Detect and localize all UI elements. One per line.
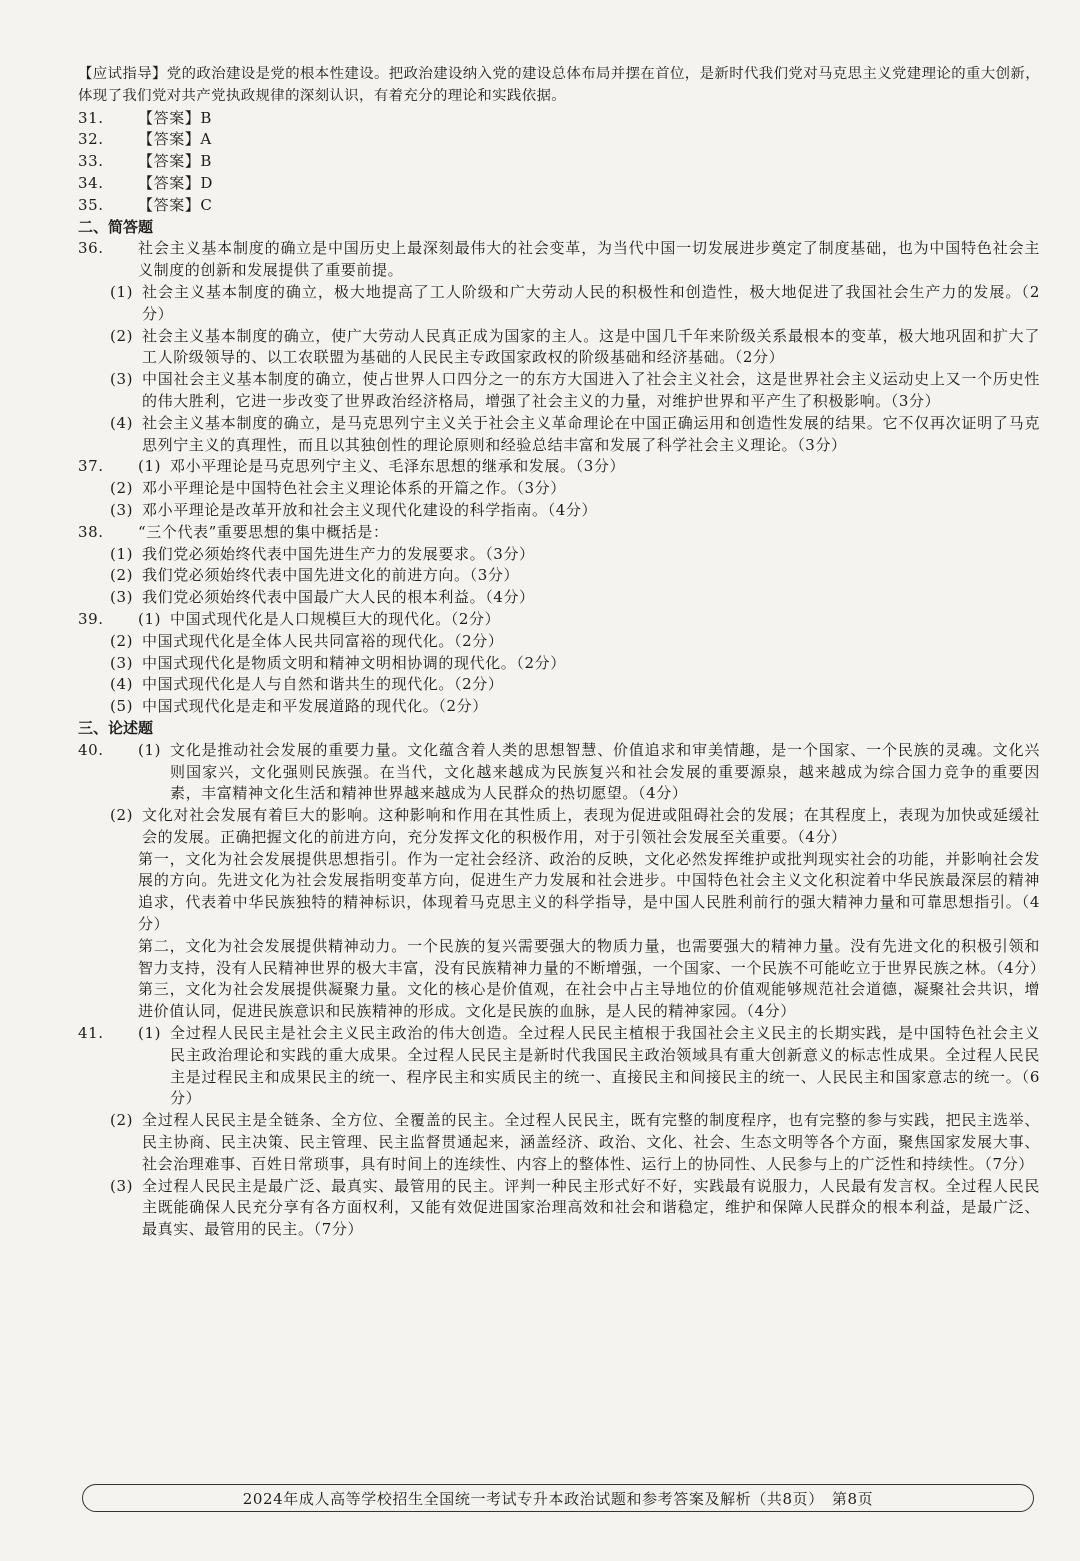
question-number: 41. bbox=[78, 1024, 104, 1043]
question-number: 33. bbox=[78, 152, 104, 171]
question-36 bbox=[78, 238, 1040, 456]
question-number: 36. bbox=[78, 239, 104, 258]
page-footer bbox=[82, 1484, 1034, 1512]
question-number: 38. bbox=[78, 522, 104, 541]
question-number: 31. bbox=[78, 108, 104, 127]
answer-text: 【答案】B bbox=[138, 108, 213, 127]
question-number: 32. bbox=[78, 130, 104, 149]
answer-point: (3) 中国式现代化是物质文明和精神文明相协调的现代化。（2分） bbox=[110, 653, 566, 672]
footer-text: 2024年成人高等学校招生全国统一考试专升本政治试题和参考答案及解析（共8页） 第8页 bbox=[242, 1489, 874, 1508]
answer-point: (1) 邓小平理论是马克思列宁主义、毛泽东思想的继承和发展。（3分） bbox=[138, 457, 626, 476]
question-40 bbox=[78, 740, 1046, 1023]
answer-point: (1) 我们党必须始终代表中国先进生产力的发展要求。（3分） bbox=[110, 544, 535, 563]
answer-text: 【答案】C bbox=[138, 195, 213, 214]
answer-point: (1) 全过程人民民主是社会主义民主政治的伟大创造。全过程人民民主植根于我国社会主义民主的长期实践，是中国特色社会主义民主政治理论和实践的重大成果。全过程人民民主是新时代我国民主政治领域具有重大创新意义的标志性成果。全过程人民民主是过程民主和成果民主的统一、程序民主和实质民主的统一、直接民主和间接民主的统一、人民民主和国家意志的统一。（6分） bbox=[138, 1024, 1040, 1108]
answer-item bbox=[78, 173, 1040, 195]
answer-point: (2) 全过程人民民主是全链条、全方位、全覆盖的民主。全过程人民民主，既有完整的制度程序，也有完整的参与实践，把民主选举、民主协商、民主决策、民主管理、民主监督贯通起来，涵盖经济、政治、文化、社会、生态文明等各个方面，聚焦国家发展大事、社会治理难事、百姓日常琐事，具有时间上的连续性、内容上的整体性、运行上的协同性、人民参与上的广泛性和持续性。（7分） bbox=[110, 1111, 1040, 1173]
question-number: 34. bbox=[78, 173, 104, 192]
answer-text: 【答案】A bbox=[138, 130, 212, 149]
answer-point: (5) 中国式现代化是走和平发展道路的现代化。（2分） bbox=[110, 697, 488, 716]
answer-text: 【答案】B bbox=[138, 152, 213, 171]
answer-point: (3) 邓小平理论是改革开放和社会主义现代化建设的科学指南。（4分） bbox=[110, 500, 598, 519]
question-intro: 社会主义基本制度的确立是中国历史上最深刻最伟大的社会变革，为当代中国一切发展进步奠定了制度基础，也为中国特色社会主义制度的创新和发展提供了重要前提。 bbox=[138, 239, 1040, 280]
answer-point: (4) 社会主义基本制度的确立，是马克思列宁主义关于社会主义革命理论在中国正确运用和创造性发展的结果。它不仅再次证明了马克思列宁主义的真理性，而且以其独创性的理论原则和经验总结丰富和发展了科学社会主义理论。（3分） bbox=[110, 413, 1040, 454]
answer-paragraph: 第一，文化为社会发展提供思想指引。作为一定社会经济、政治的反映，文化必然发挥维护或批判现实社会的功能，并影响社会发展的方向。先进文化为社会发展指明变革方向，促进生产力发展和社会进步。中国特色社会主义文化积淀着中华民族最深层的精神追求，代表着中华民族独特的精神标识，体现着马克思主义的科学指导，是中国人民胜利前行的强大精神力量和可靠思想指引。（4分） bbox=[138, 849, 1040, 934]
answer-point: (1) 中国式现代化是人口规模巨大的现代化。（2分） bbox=[138, 609, 501, 628]
exam-guide: 【应试指导】党的政治建设是党的根本性建设。把政治建设纳入党的建设总体布局并摆在首位，是新时代我们党对马克思主义党建理论的重大创新，体现了我们党对共产党执政规律的深刻认识，有着充分的理论和实践依据。 bbox=[78, 66, 1040, 104]
section-heading-essay: 三、论述题 bbox=[78, 718, 154, 737]
question-39 bbox=[78, 609, 1040, 718]
question-37 bbox=[78, 456, 1040, 521]
answer-item bbox=[78, 151, 1040, 173]
answer-paragraph: 第二，文化为社会发展提供精神动力。一个民族的复兴需要强大的物质力量，也需要强大的精神力量。没有先进文化的积极引领和智力支持，没有人民精神世界的极大丰富，没有民族精神力量的不断增强，一个国家、一个民族不可能屹立于世界民族之林。（4分） bbox=[138, 936, 1046, 977]
answer-item bbox=[78, 195, 1040, 217]
question-number: 35. bbox=[78, 195, 104, 214]
section-heading-short-answer: 二、简答题 bbox=[78, 217, 154, 236]
answer-point: (2) 我们党必须始终代表中国先进文化的前进方向。（3分） bbox=[110, 566, 520, 585]
answer-item bbox=[78, 129, 1040, 151]
answer-point: (3) 全过程人民民主是最广泛、最真实、最管用的民主。评判一种民主形式好不好，实践最有说服力，人民最有发言权。全过程人民民主既能确保人民充分享有各方面权利，又能有效促进国家治理高效和社会和谐稳定，维护和保障人民群众的根本利益，是最广泛、最真实、最管用的民主。（7分） bbox=[110, 1176, 1040, 1239]
answer-point: (1) 文化是推动社会发展的重要力量。文化蕴含着人类的思想智慧、价值追求和审美情趣，是一个国家、一个民族的灵魂。文化兴则国家兴，文化强则民族强。在当代，文化越来越成为民族复兴和社会发展的重要源泉，越来越成为综合国力竞争的重要因素，丰富精神文化生活和精神世界越来越成为人民群众的热切愿望。（4分） bbox=[138, 740, 1040, 803]
answer-point: (2) 中国式现代化是全体人民共同富裕的现代化。（2分） bbox=[110, 631, 504, 650]
answer-paragraph: 第三，文化为社会发展提供凝聚力量。文化的核心是价值观，在社会中占主导地位的价值观能够规范社会道德，凝聚社会共识，增进价值认同，促进民族意识和民族精神的形成。文化是民族的血脉，是人民的精神家园。（4分） bbox=[138, 980, 1040, 1021]
answer-item bbox=[78, 108, 1040, 130]
answer-point: (2) 社会主义基本制度的确立，使广大劳动人民真正成为国家的主人。这是中国几千年来阶级关系最根本的变革，极大地巩固和扩大了工人阶级领导的、以工农联盟为基础的人民民主专政国家政权的阶级基础和经济基础。（2分） bbox=[110, 326, 1040, 367]
question-number: 39. bbox=[78, 609, 104, 628]
question-41 bbox=[78, 1023, 1040, 1241]
answer-point: (4) 中国式现代化是人与自然和谐共生的现代化。（2分） bbox=[110, 675, 504, 694]
answer-text: 【答案】D bbox=[138, 173, 214, 192]
answer-point: (2) 邓小平理论是中国特色社会主义理论体系的开篇之作。（3分） bbox=[110, 479, 566, 498]
answer-point: (3) 我们党必须始终代表中国最广大人民的根本利益。（4分） bbox=[110, 588, 535, 607]
question-intro: “三个代表”重要思想的集中概括是： bbox=[138, 522, 389, 541]
answer-point: (2) 文化对社会发展有着巨大的影响。这种影响和作用在其性质上，表现为促进或阻碍社会的发展；在其程度上，表现为加快或延缓社会的发展。正确把握文化的前进方向，充分发挥文化的积极作用，对于引领社会发展至关重要。（4分） bbox=[110, 806, 1040, 846]
question-38 bbox=[78, 522, 1040, 609]
answer-point: (3) 中国社会主义基本制度的确立，使占世界人口四分之一的东方大国进入了社会主义社会，这是世界社会主义运动史上又一个历史性的伟大胜利，它进一步改变了世界政治经济格局，增强了社会主义的力量，对维护世界和平产生了积极影响。（3分） bbox=[110, 370, 1040, 410]
answer-page bbox=[78, 64, 1046, 1241]
question-number: 40. bbox=[78, 740, 104, 759]
question-number: 37. bbox=[78, 457, 104, 476]
answer-point: (1) 社会主义基本制度的确立，极大地提高了工人阶级和广大劳动人民的积极性和创造性，极大地促进了我国社会生产力的发展。（2分） bbox=[110, 282, 1040, 323]
answer-list bbox=[78, 108, 1040, 217]
